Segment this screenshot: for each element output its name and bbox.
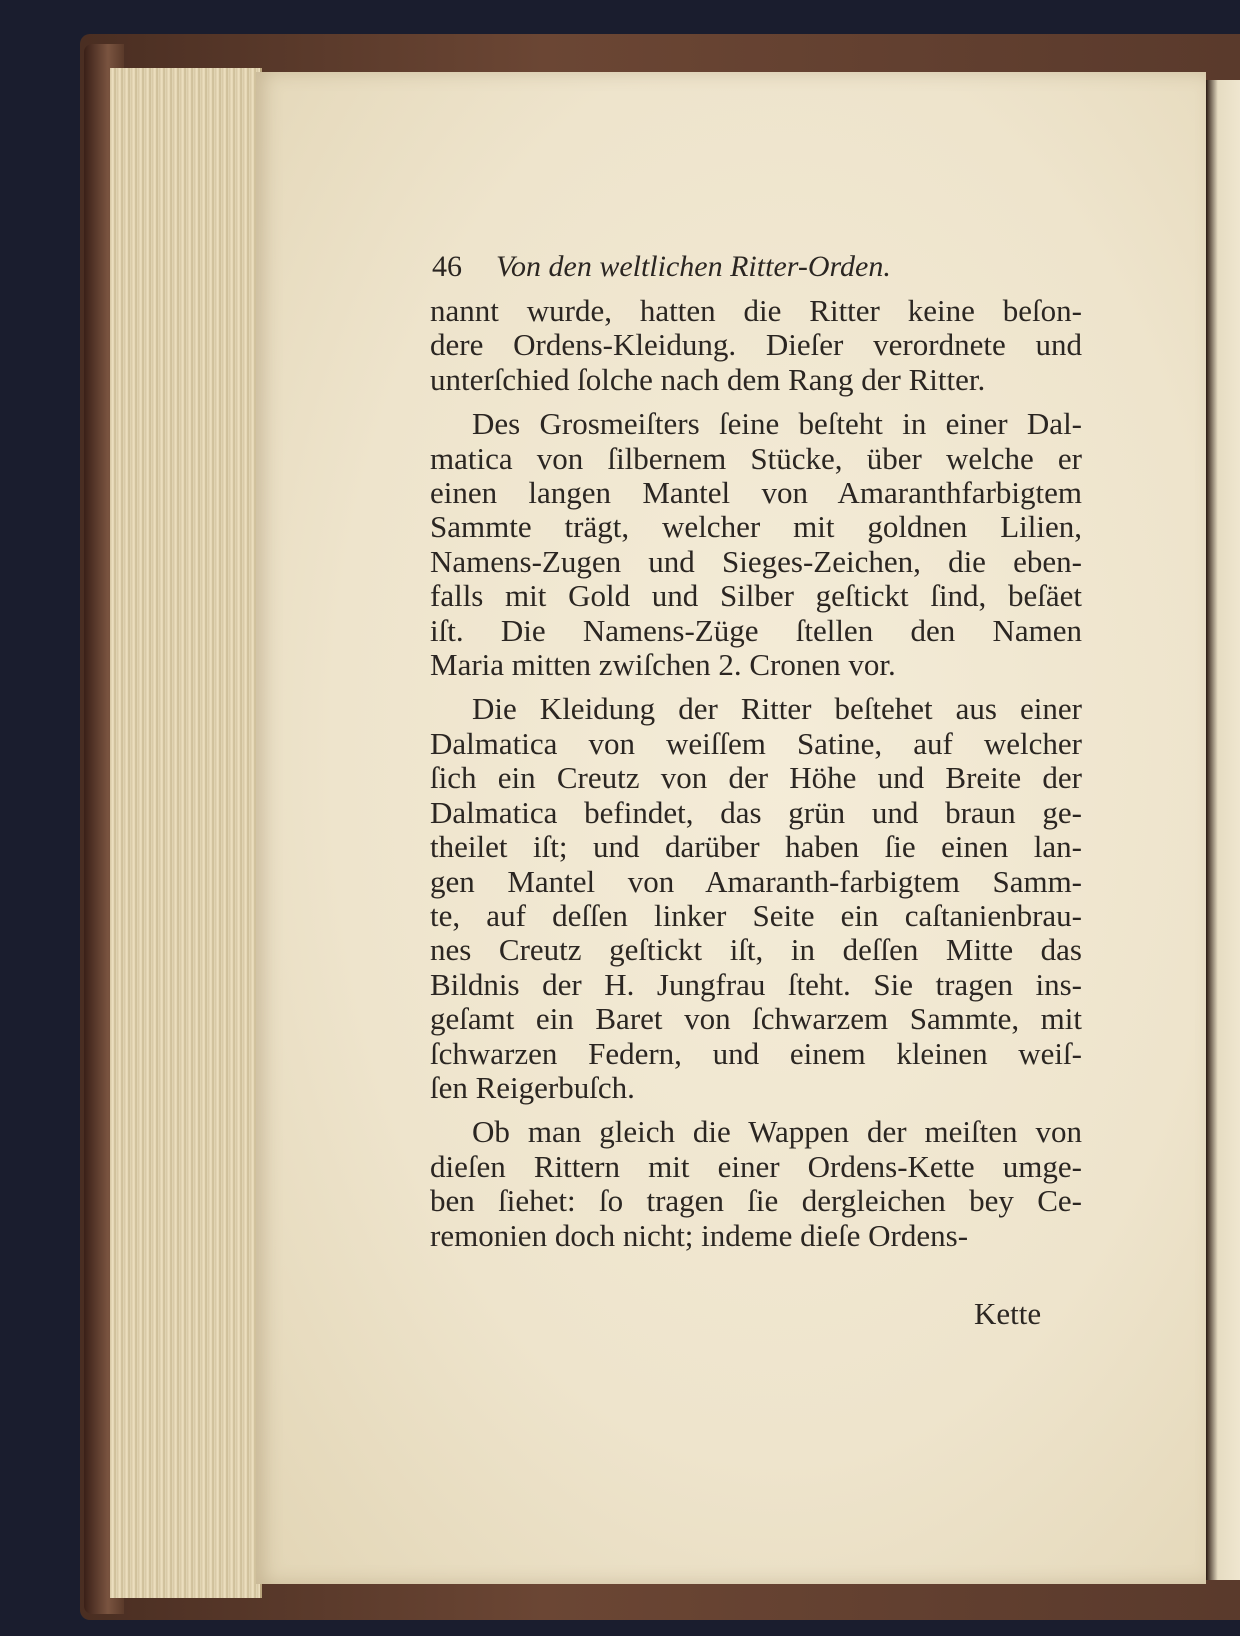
body-text — [430, 294, 1082, 1263]
text-line: nes Creutz geſtickt iſt, in deſſen Mitte das — [430, 932, 1082, 968]
text-line: Namens-Zugen und Sieges-Zeichen, die eben- — [430, 543, 1082, 579]
text-line: ſich ein Creutz von der Höhe und Breite der — [430, 760, 1082, 796]
text-line: Ob man gleich die Wappen der meiſten von — [472, 1114, 1082, 1150]
facing-page-edge — [1206, 80, 1240, 1580]
text-line: theilet iſt; und darüber haben ſie einen lan- — [430, 829, 1082, 865]
text-line: remonien doch nicht; indeme dieſe Ordens- — [430, 1217, 969, 1253]
text-line: geſamt ein Baret von ſchwarzem Sammte, mit — [430, 1001, 1082, 1037]
text-line: Die Kleidung der Ritter beſtehet aus einer — [472, 691, 1082, 727]
text-line: falls mit Gold und Silber geſtickt ſind, beſäet — [430, 578, 1082, 614]
text-line: einen langen Mantel von Amaranthfarbigtem — [430, 475, 1082, 511]
catchword: Kette — [974, 1296, 1042, 1331]
text-line: dere Ordens-Kleidung. Dieſer verordnete und — [430, 327, 1082, 363]
text-line: te, auf deſſen linker Seite ein caſtanienbrau- — [430, 897, 1082, 933]
text-line: Bildnis der H. Jungfrau ſteht. Sie tragen ins- — [430, 966, 1082, 1002]
paragraph — [430, 294, 1082, 397]
text-line: ſen Reigerbuſch. — [430, 1069, 635, 1105]
page-number: 46 — [432, 250, 462, 283]
text-line: Maria mitten zwiſchen 2. Cronen vor. — [430, 647, 896, 683]
text-line: nannt wurde, hatten die Ritter keine beſon- — [430, 293, 1082, 328]
paragraph — [430, 407, 1082, 682]
paragraph — [430, 1115, 1082, 1253]
text-line: unterſchied ſolche nach dem Rang der Ritter. — [430, 361, 986, 397]
page-edges — [110, 68, 262, 1598]
text-line: matica von ſilbernem Stücke, über welche er — [430, 440, 1082, 476]
text-line: Sammte trägt, welcher mit goldnen Lilien, — [430, 509, 1082, 545]
text-line: ben ſiehet: ſo tragen ſie dergleichen bey Ce- — [430, 1183, 1082, 1219]
paragraph — [430, 692, 1082, 1105]
text-line: Dalmatica befindet, das grün und braun ge- — [430, 794, 1082, 830]
text-line: Des Grosmeiſters ſeine beſteht in einer Dal- — [472, 406, 1082, 442]
text-line: iſt. Die Namens-Züge ſtellen den Namen — [430, 612, 1082, 648]
running-header — [432, 250, 891, 284]
text-line: Dalmatica von weiſſem Satine, auf welcher — [430, 725, 1082, 761]
running-title: Von den weltlichen Ritter-Orden. — [496, 250, 891, 283]
text-line: dieſen Rittern mit einer Ordens-Kette umge- — [430, 1148, 1082, 1184]
text-line: gen Mantel von Amaranth-farbigtem Samm- — [430, 863, 1082, 899]
text-line: ſchwarzen Federn, und einem kleinen weiſ- — [430, 1035, 1082, 1071]
